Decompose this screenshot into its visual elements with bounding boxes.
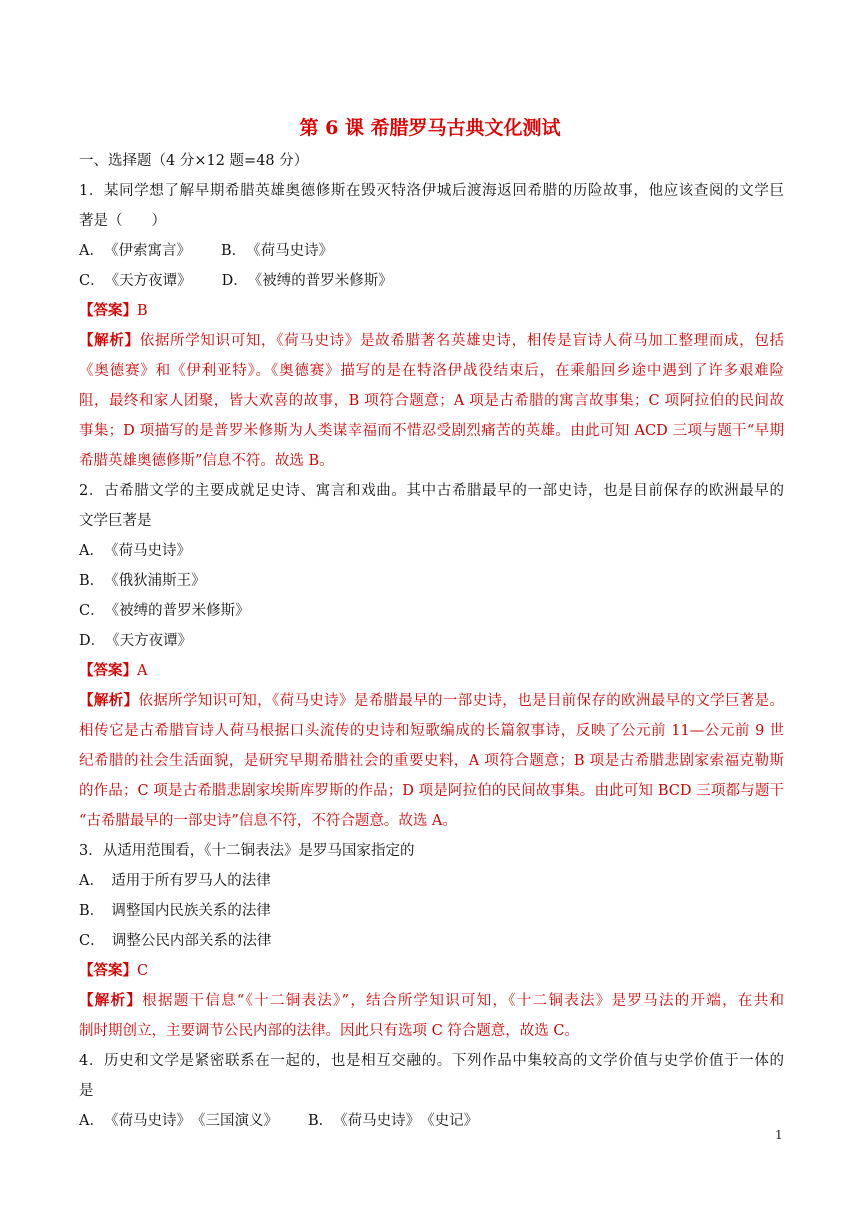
question-3-analysis-line-2: 制时期创立，主要调节公民内部的法律。因此只有选项 C 符合题意，故选 C。 <box>79 1023 580 1039</box>
question-1-analysis-line-2: 《奥德赛》和《伊利亚特》。《奥德赛》描写的是在特洛伊战役结束后，在乘船回乡途中遇到了许多艰难险 <box>79 363 784 379</box>
question-2-analysis-line-4: 的作品；C 项是古希腊悲剧家埃斯库罗斯的作品；D 项是阿拉伯的民间故事集。由此可知 BCD 三项都与题干 <box>79 783 784 799</box>
question-3-stem-line-1: 3．从适用范围看，《十二铜表法》是罗马国家指定的 <box>79 843 415 859</box>
question-4-stem-line-1: 4．历史和文学是紧密联系在一起的，也是相互交融的。下列作品中集较高的文学价值与史学价值于一体的 <box>79 1053 784 1069</box>
analysis-text: 根据题干信息“《十二铜表法》”，结合所学知识可知，《十二铜表法》是罗马法的开端，在共和 <box>142 993 784 1009</box>
option-b: B． 《荷马史诗》 《史记》 <box>307 1113 479 1129</box>
question-4 <box>79 1046 784 1136</box>
analysis-label: 【解析】 <box>79 992 143 1009</box>
answer-label: 【答案】 <box>79 302 137 319</box>
question-2-stem-line-1: 2．古希腊文学的主要成就足史诗、寓言和戏曲。其中古希腊最早的一部史诗，也是目前保存的欧洲最早的 <box>79 483 784 499</box>
question-1-option-row-2 <box>79 266 784 296</box>
question-2-analysis-line-1 <box>79 686 784 716</box>
option-d: D． 《被缚的普罗米修斯》 <box>221 273 393 289</box>
answer-label: 【答案】 <box>79 962 137 979</box>
question-1-stem-line-2: 著是（ ） <box>79 213 166 229</box>
question-2-answer <box>79 656 784 686</box>
page-title: 第 6 课 希腊罗马古典文化测试 <box>299 117 561 139</box>
answer-value: B <box>137 303 148 319</box>
option-a: A． 《伊索寓言》 <box>79 243 191 259</box>
option-b: B． 《荷马史诗》 <box>220 243 334 259</box>
answer-value: C <box>137 963 149 979</box>
analysis-text: 依据所学知识可知，《荷马史诗》是故希腊著名英雄史诗，相传是盲诗人荷马加工整理而成，包括 <box>139 333 785 349</box>
question-1-analysis-line-3: 阻，最终和家人团聚，皆大欢喜的故事，B 项符合题意；A 项是古希腊的寓言故事集；C 项阿拉伯的民间故 <box>79 393 784 409</box>
question-2-stem-line-2: 文学巨著是 <box>79 513 152 529</box>
question-3-option-a: A． 适用于所有罗马人的法律 <box>79 873 271 889</box>
question-1-stem-line-1: 1．某同学想了解早期希腊英雄奥德修斯在毁灭特洛伊城后渡海返回希腊的历险故事，他应该查阅的文学巨 <box>79 183 784 199</box>
question-4-option-row-1 <box>79 1106 784 1136</box>
question-2-analysis-line-3: 纪希腊的社会生活面貌，是研究早期希腊社会的重要史料，A 项符合题意；B 项是古希腊悲剧家索福克勒斯 <box>79 753 784 769</box>
analysis-label: 【解析】 <box>79 332 140 349</box>
question-3-option-b: B． 调整国内民族关系的法律 <box>79 903 271 919</box>
question-1-answer <box>79 296 784 326</box>
question-2-option-d: D． 《天方夜谭》 <box>79 633 193 649</box>
question-3 <box>79 836 784 1046</box>
question-2-option-a: A． 《荷马史诗》 <box>79 543 191 559</box>
option-c: C． 《天方夜谭》 <box>79 273 192 289</box>
question-2-option-c: C． 《被缚的普罗米修斯》 <box>79 603 250 619</box>
question-4-stem-line-2: 是 <box>79 1083 94 1099</box>
question-3-option-c: C． 调整公民内部关系的法律 <box>79 933 272 949</box>
answer-label: 【答案】 <box>79 662 137 679</box>
document-body <box>79 146 784 1136</box>
question-2-analysis-line-5: “古希腊最早的一部史诗”信息不符，不符合题意。故选 A。 <box>79 813 457 829</box>
question-3-analysis-line-1 <box>79 986 784 1016</box>
question-3-answer <box>79 956 784 986</box>
page-number: 1 <box>775 1128 783 1142</box>
option-a: A． 《荷马史诗》 《三国演义》 <box>79 1113 278 1129</box>
question-1 <box>79 176 784 476</box>
question-1-option-row-1 <box>79 236 784 266</box>
question-1-analysis-line-4: 事集；D 项描写的是普罗米修斯为人类谋幸福而不惜忍受剧烈痛苦的英雄。由此可知 ACD 三项与题干“早期 <box>79 423 784 439</box>
question-2-analysis-line-2: 相传它是古希腊盲诗人荷马根据口头流传的史诗和短歌编成的长篇叙事诗，反映了公元前 11—公元前 9 世 <box>79 723 784 739</box>
question-1-analysis-line-5: 希腊英雄奥德修斯”信息不符。故选 B。 <box>79 453 334 469</box>
question-1-analysis-line-1 <box>79 326 784 356</box>
analysis-text: 依据所学知识可知，《荷马史诗》是希腊最早的一部史诗，也是目前保存的欧洲最早的文学巨著是。 <box>138 693 785 709</box>
question-2-option-b: B． 《俄狄浦斯王》 <box>79 573 206 589</box>
analysis-label: 【解析】 <box>79 692 139 709</box>
section-header: 一、选择题（4 分×12 题=48 分） <box>79 153 309 169</box>
answer-value: A <box>137 663 148 679</box>
question-2 <box>79 476 784 836</box>
